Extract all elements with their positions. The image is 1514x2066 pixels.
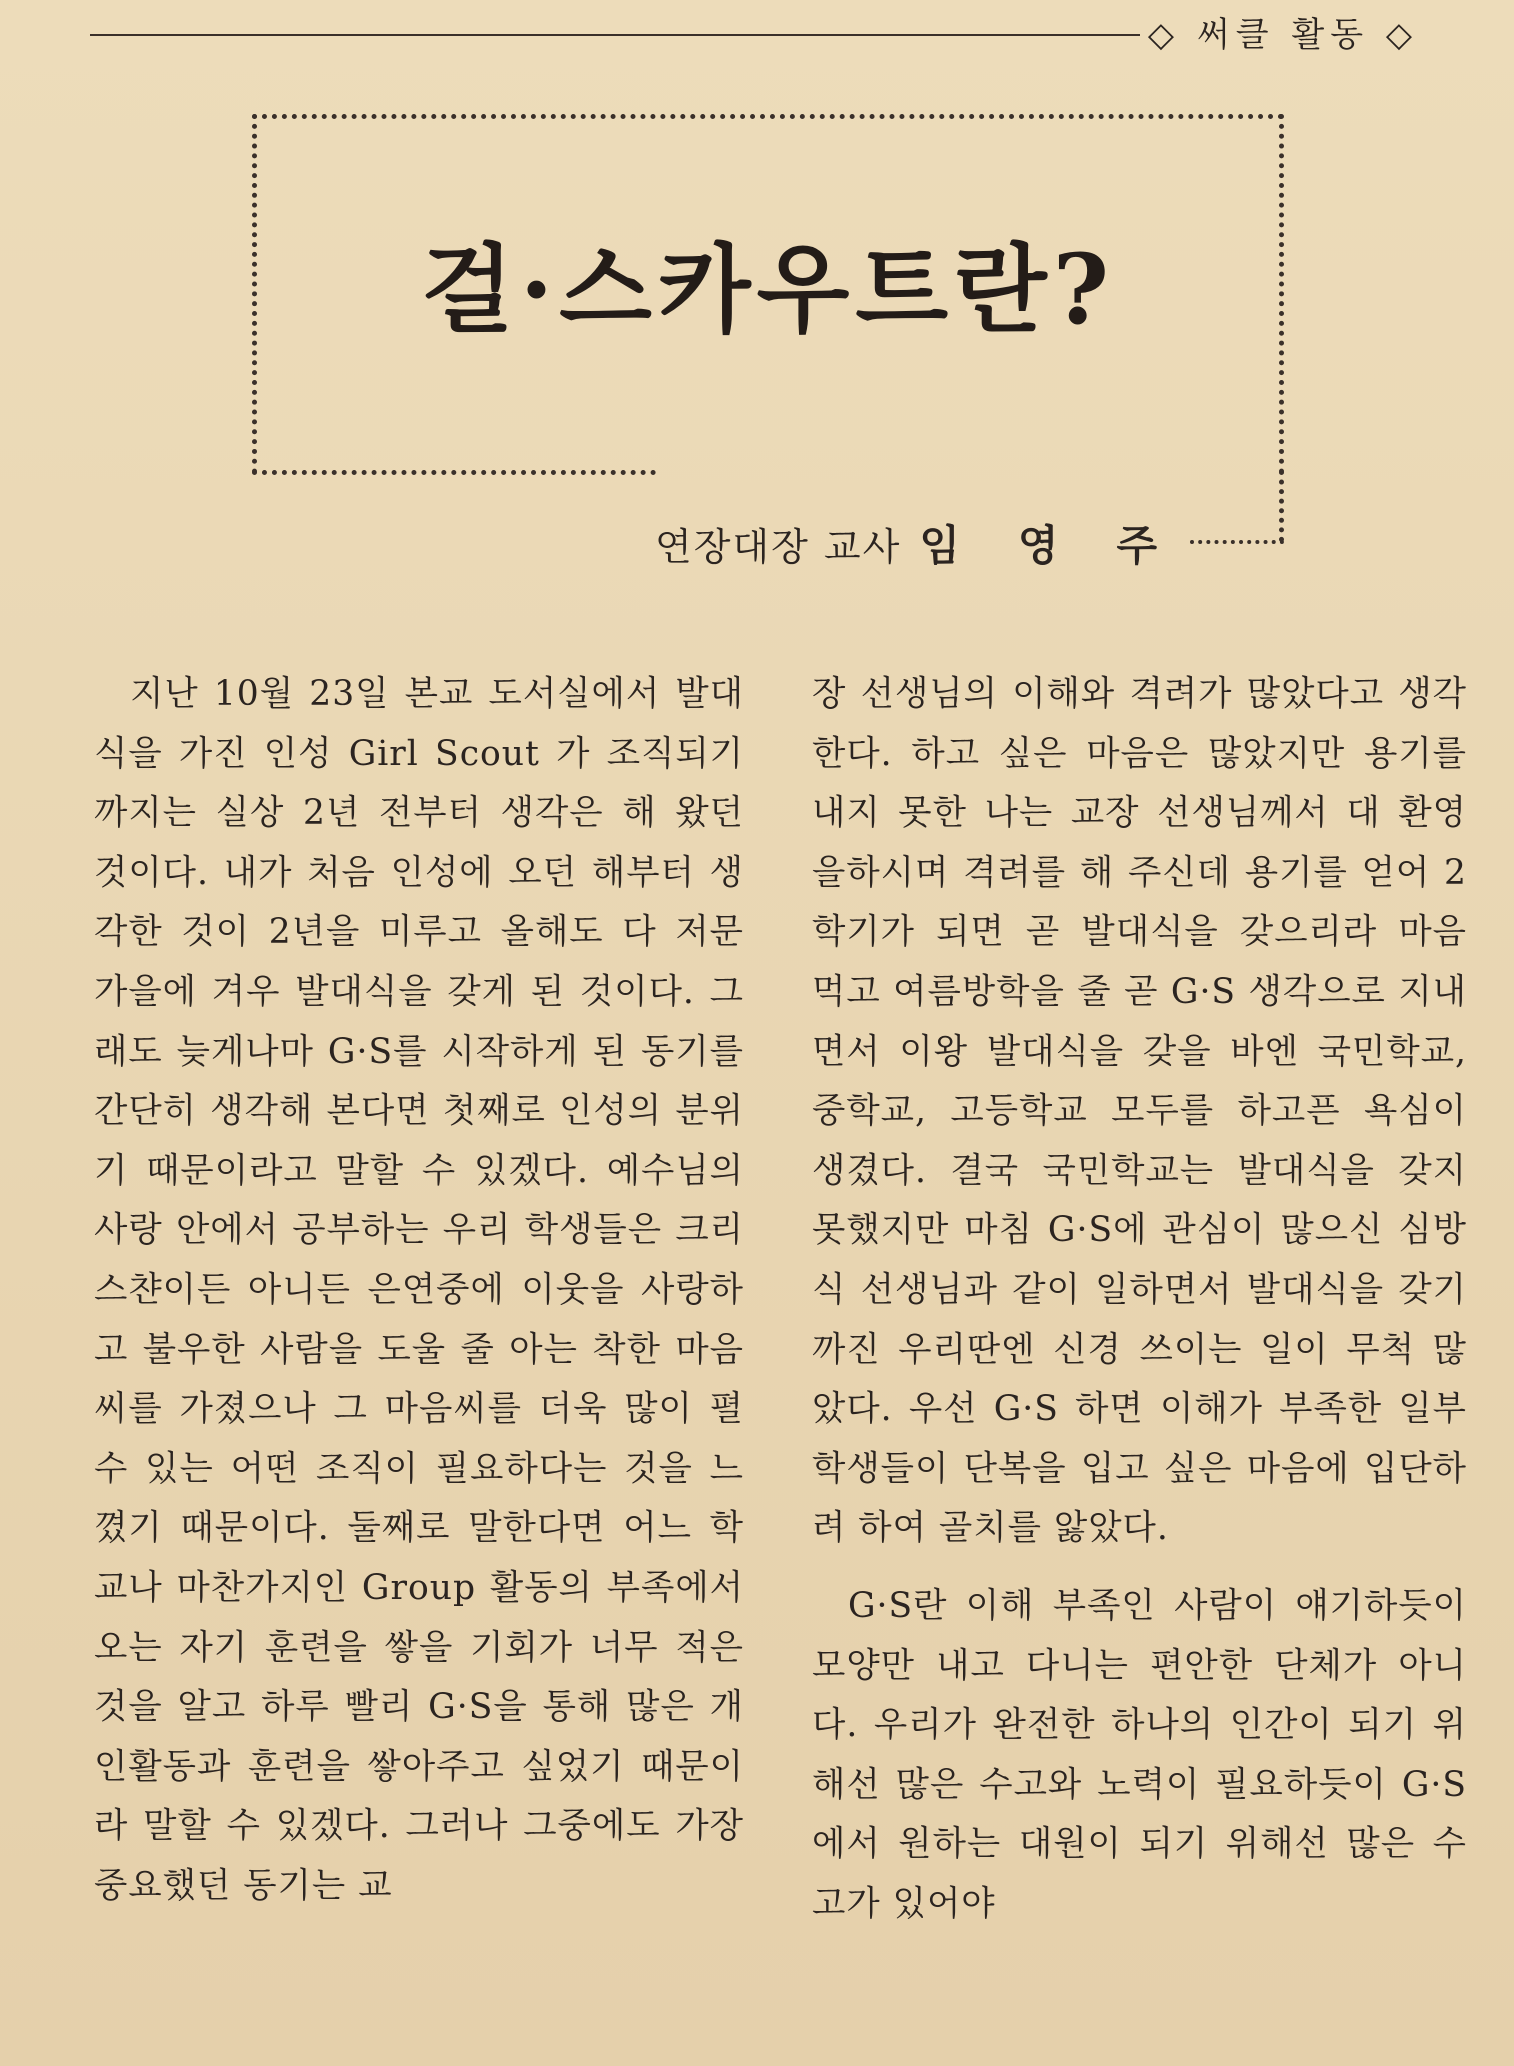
title-frame-right-extension — [1279, 470, 1284, 542]
body-paragraph: 지난 10월 23일 본교 도서실에서 발대식을 가진 인성 Girl Scout 가 조직되기까지는 실상 2년 전부터 생각은 해 왔던 것이다. 내가 처음 인성에 오던 해부터 생각한 것이 2년을 미루고 올해도 다 저문 가을에 겨우 발대식을 갖게 된 것이다. 그래도 늦게나마 G·S를 시작하게 된 동기를 간단히 생각해 본다면 첫째로 인성의 분위기 때문이라고 말할 수 있겠다. 예수님의 사랑 안에서 공부하는 우리 학생들은 크리스챤이든 아니든 은연중에 이웃을 사랑하고 불우한 사람을 도울 줄 아는 착한 마음씨를 가졌으나 그 마음씨를 더욱 많이 펼 수 있는 어떤 조직이 필요하다는 것을 느꼈기 때문이다. 둘째로 말한다면 어느 학교나 마찬가지인 Group 활동의 부족에서 오는 자기 훈련을 쌓을 기회가 너무 적은 것을 알고 하루 빨리 G·S을 통해 많은 개인활동과 훈련을 쌓아주고 싶었기 때문이라 말할 수 있겠다. 그러나 그중에도 가장 중요했던 동기는 교 — [94, 674, 744, 1906]
author-role: 연장대장 교사 — [655, 525, 902, 569]
author-name: 임영주 — [919, 521, 1216, 570]
body-column-left — [94, 665, 744, 1916]
section-label: ◇ 써클 활동 ◇ — [1140, 10, 1418, 60]
body-paragraph: G·S란 이해 부족인 사람이 얘기하듯이 모양만 내고 다니는 편안한 단체가 아니다. 우리가 완전한 하나의 인간이 되기 위해선 많은 수고와 노력이 필요하듯이 G·S에서 원하는 대원이 되기 위해선 많은 수고가 있어야 — [812, 1585, 1467, 1924]
body-paragraph: 장 선생님의 이해와 격려가 많았다고 생각한다. 하고 싶은 마음은 많았지만 용기를 내지 못한 나는 교장 선생님께서 대 환영을하시며 격려를 해 주신데 용기를 얻어 2학기가 되면 곧 발대식을 갖으리라 마음 먹고 여름방학을 줄 곧 G·S 생각으로 지내면서 이왕 발대식을 갖을 바엔 국민학교, 중학교, 고등학교 모두를 하고픈 욕심이 생겼다. 결국 국민학교는 발대식을 갖지 못했지만 마침 G·S에 관심이 많으신 심방식 선생님과 같이 일하면서 발대식을 갖기까진 우리딴엔 신경 쓰이는 일이 무척 많았다. 우선 G·S 하면 이해가 부족한 일부 학생들이 단복을 입고 싶은 마음에 입단하려 하여 골치를 앓았다. — [812, 674, 1467, 1549]
body-column-right — [812, 665, 1467, 1934]
header-rule — [90, 34, 1154, 36]
article-title: 걸·스카우트란? — [420, 233, 1116, 346]
title-frame-bottom-border — [252, 470, 656, 475]
author-byline — [655, 516, 1215, 577]
